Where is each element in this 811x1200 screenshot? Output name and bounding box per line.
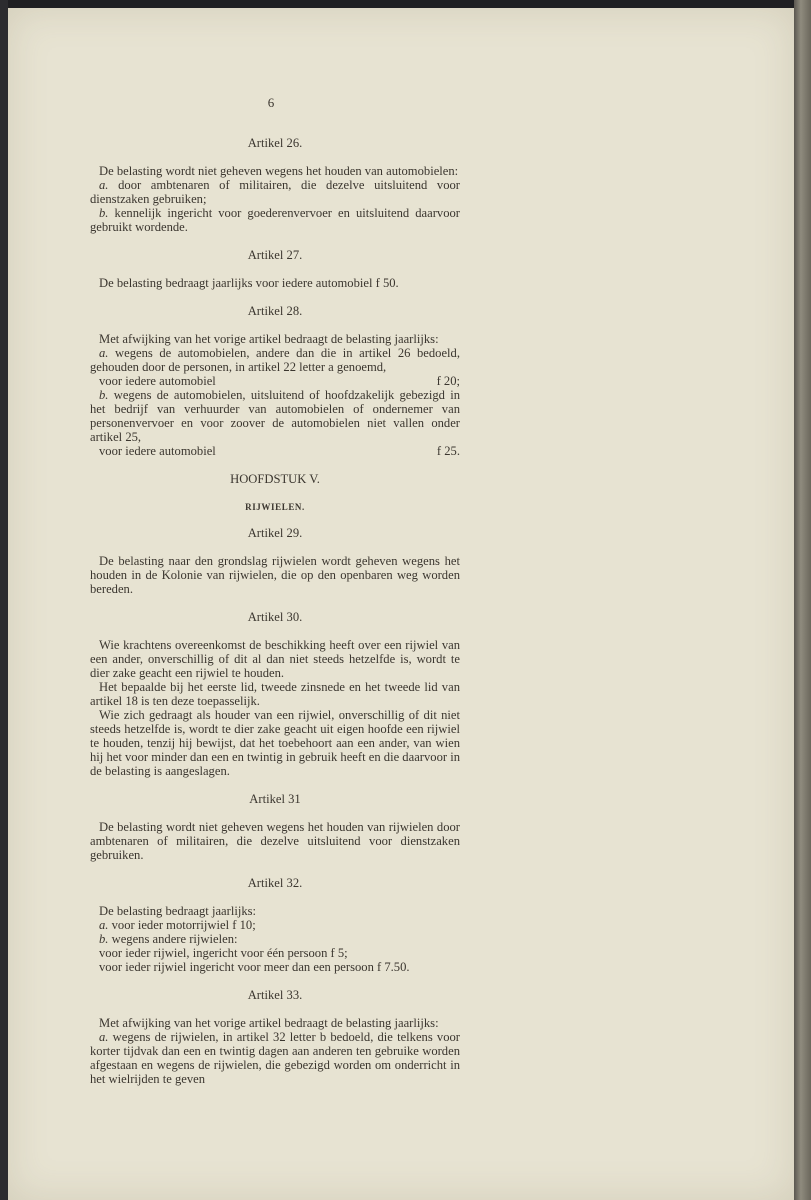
scan-top-border <box>0 0 811 8</box>
article-28-item-a-amount-row <box>90 374 460 388</box>
article-29-heading: Artikel 29. <box>247 526 303 540</box>
article-30-para-2: Het bepaalde bij het eerste lid, tweede zinsnede en het tweede lid van artikel 18 is ten deze toepasselijk. <box>90 680 460 708</box>
article-26-item-b: b. kennelijk ingericht voor goederenvervoer en uitsluitend daarvoor gebruikt wordende. <box>90 206 460 234</box>
article-33-item-a: a. wegens de rijwielen, in artikel 32 letter b bedoeld, die telkens voor korter tijdvak dan een en twintig dagen aan anderen ten gebruike worden afgestaan en wegens de rijwielen, die gebezigd worden om onderricht in het wielrijden te geven <box>90 1030 461 1086</box>
article-26-heading: Artikel 26. <box>247 136 303 150</box>
chapter-heading: HOOFDSTUK V. <box>230 472 320 486</box>
article-28-item-a-line: voor iedere automobiel <box>99 374 216 388</box>
article-28-item-b-amount: f 25. <box>436 444 460 458</box>
document-body <box>90 96 460 1086</box>
article-28-intro: Met afwijking van het vorige artikel bedraagt de belasting jaarlijks: <box>99 332 439 346</box>
page-number: 6 <box>267 95 275 110</box>
article-30-heading: Artikel 30. <box>247 610 303 624</box>
article-28-item-a: a. wegens de automobielen, andere dan die in artikel 26 bedoeld, gehouden door de personen, in artikel 22 letter a genoemd, <box>90 346 460 374</box>
article-32-heading: Artikel 32. <box>247 876 303 890</box>
article-26-intro: De belasting wordt niet geheven wegens het houden van automobielen: <box>99 164 459 178</box>
article-27-text: De belasting bedraagt jaarlijks voor iedere automobiel f 50. <box>99 276 399 290</box>
document-page <box>8 8 794 1200</box>
article-33-intro: Met afwijking van het vorige artikel bedraagt de belasting jaarlijks: <box>99 1016 439 1030</box>
scan-left-border <box>0 0 8 1200</box>
page-edge <box>794 0 811 1200</box>
article-33-heading: Artikel 33. <box>247 988 303 1002</box>
article-32-item-a: a. voor ieder motorrijwiel f 10; <box>99 918 256 932</box>
article-28-item-b: b. wegens de automobielen, uitsluitend of hoofdzakelijk gebezigd in het bedrijf van verhuurder van automobielen of ondernemer van personenvervoer en voor zoover de automobielen niet vallen onder artikel 25, <box>90 388 461 444</box>
article-28-item-b-line: voor iedere automobiel <box>99 444 216 458</box>
article-31-heading: Artikel 31 <box>249 792 301 806</box>
article-32-intro: De belasting bedraagt jaarlijks: <box>99 904 257 918</box>
chapter-subtitle: RIJWIELEN. <box>245 502 305 512</box>
article-30-para-1: Wie krachtens overeenkomst de beschikking heeft over een rijwiel van een ander, onverschillig of dit al dan niet steeds hetzelfde is, wordt te dier zake geacht een rijwiel te houden. <box>90 638 460 680</box>
article-31-text: De belasting wordt niet geheven wegens het houden van rijwielen door ambtenaren of militairen, die dezelve uitsluitend voor dienstzaken gebruiken. <box>90 820 460 862</box>
article-32-item-b: b. wegens andere rijwielen: <box>99 932 238 946</box>
article-29-text: De belasting naar den grondslag rijwielen wordt geheven wegens het houden in de Kolonie van rijwielen, die op den openbaren weg worden bereden. <box>90 554 460 596</box>
article-32-line-3: voor ieder rijwiel ingericht voor meer dan een persoon f 7.50. <box>99 960 410 974</box>
article-32-line-2: voor ieder rijwiel, ingericht voor één persoon f 5; <box>99 946 348 960</box>
article-28-heading: Artikel 28. <box>247 304 303 318</box>
article-26-item-a: a. door ambtenaren of militairen, die dezelve uitsluitend voor dienstzaken gebruiken; <box>90 178 460 206</box>
article-30-para-3: Wie zich gedraagt als houder van een rijwiel, onverschillig of dit niet steeds hetzelfde is, wordt te dier zake geacht uit eigen hoofde een rijwiel te houden, tenzij hij bewijst, dat het toebehoort aan een ander, van wien hij het voor minder dan een en twintig in gebruik heeft en die daarvoor in de belasting is aangeslagen. <box>90 708 461 778</box>
article-27-heading: Artikel 27. <box>247 248 303 262</box>
article-28-item-b-amount-row <box>90 444 460 458</box>
article-28-item-a-amount: f 20; <box>436 374 460 388</box>
